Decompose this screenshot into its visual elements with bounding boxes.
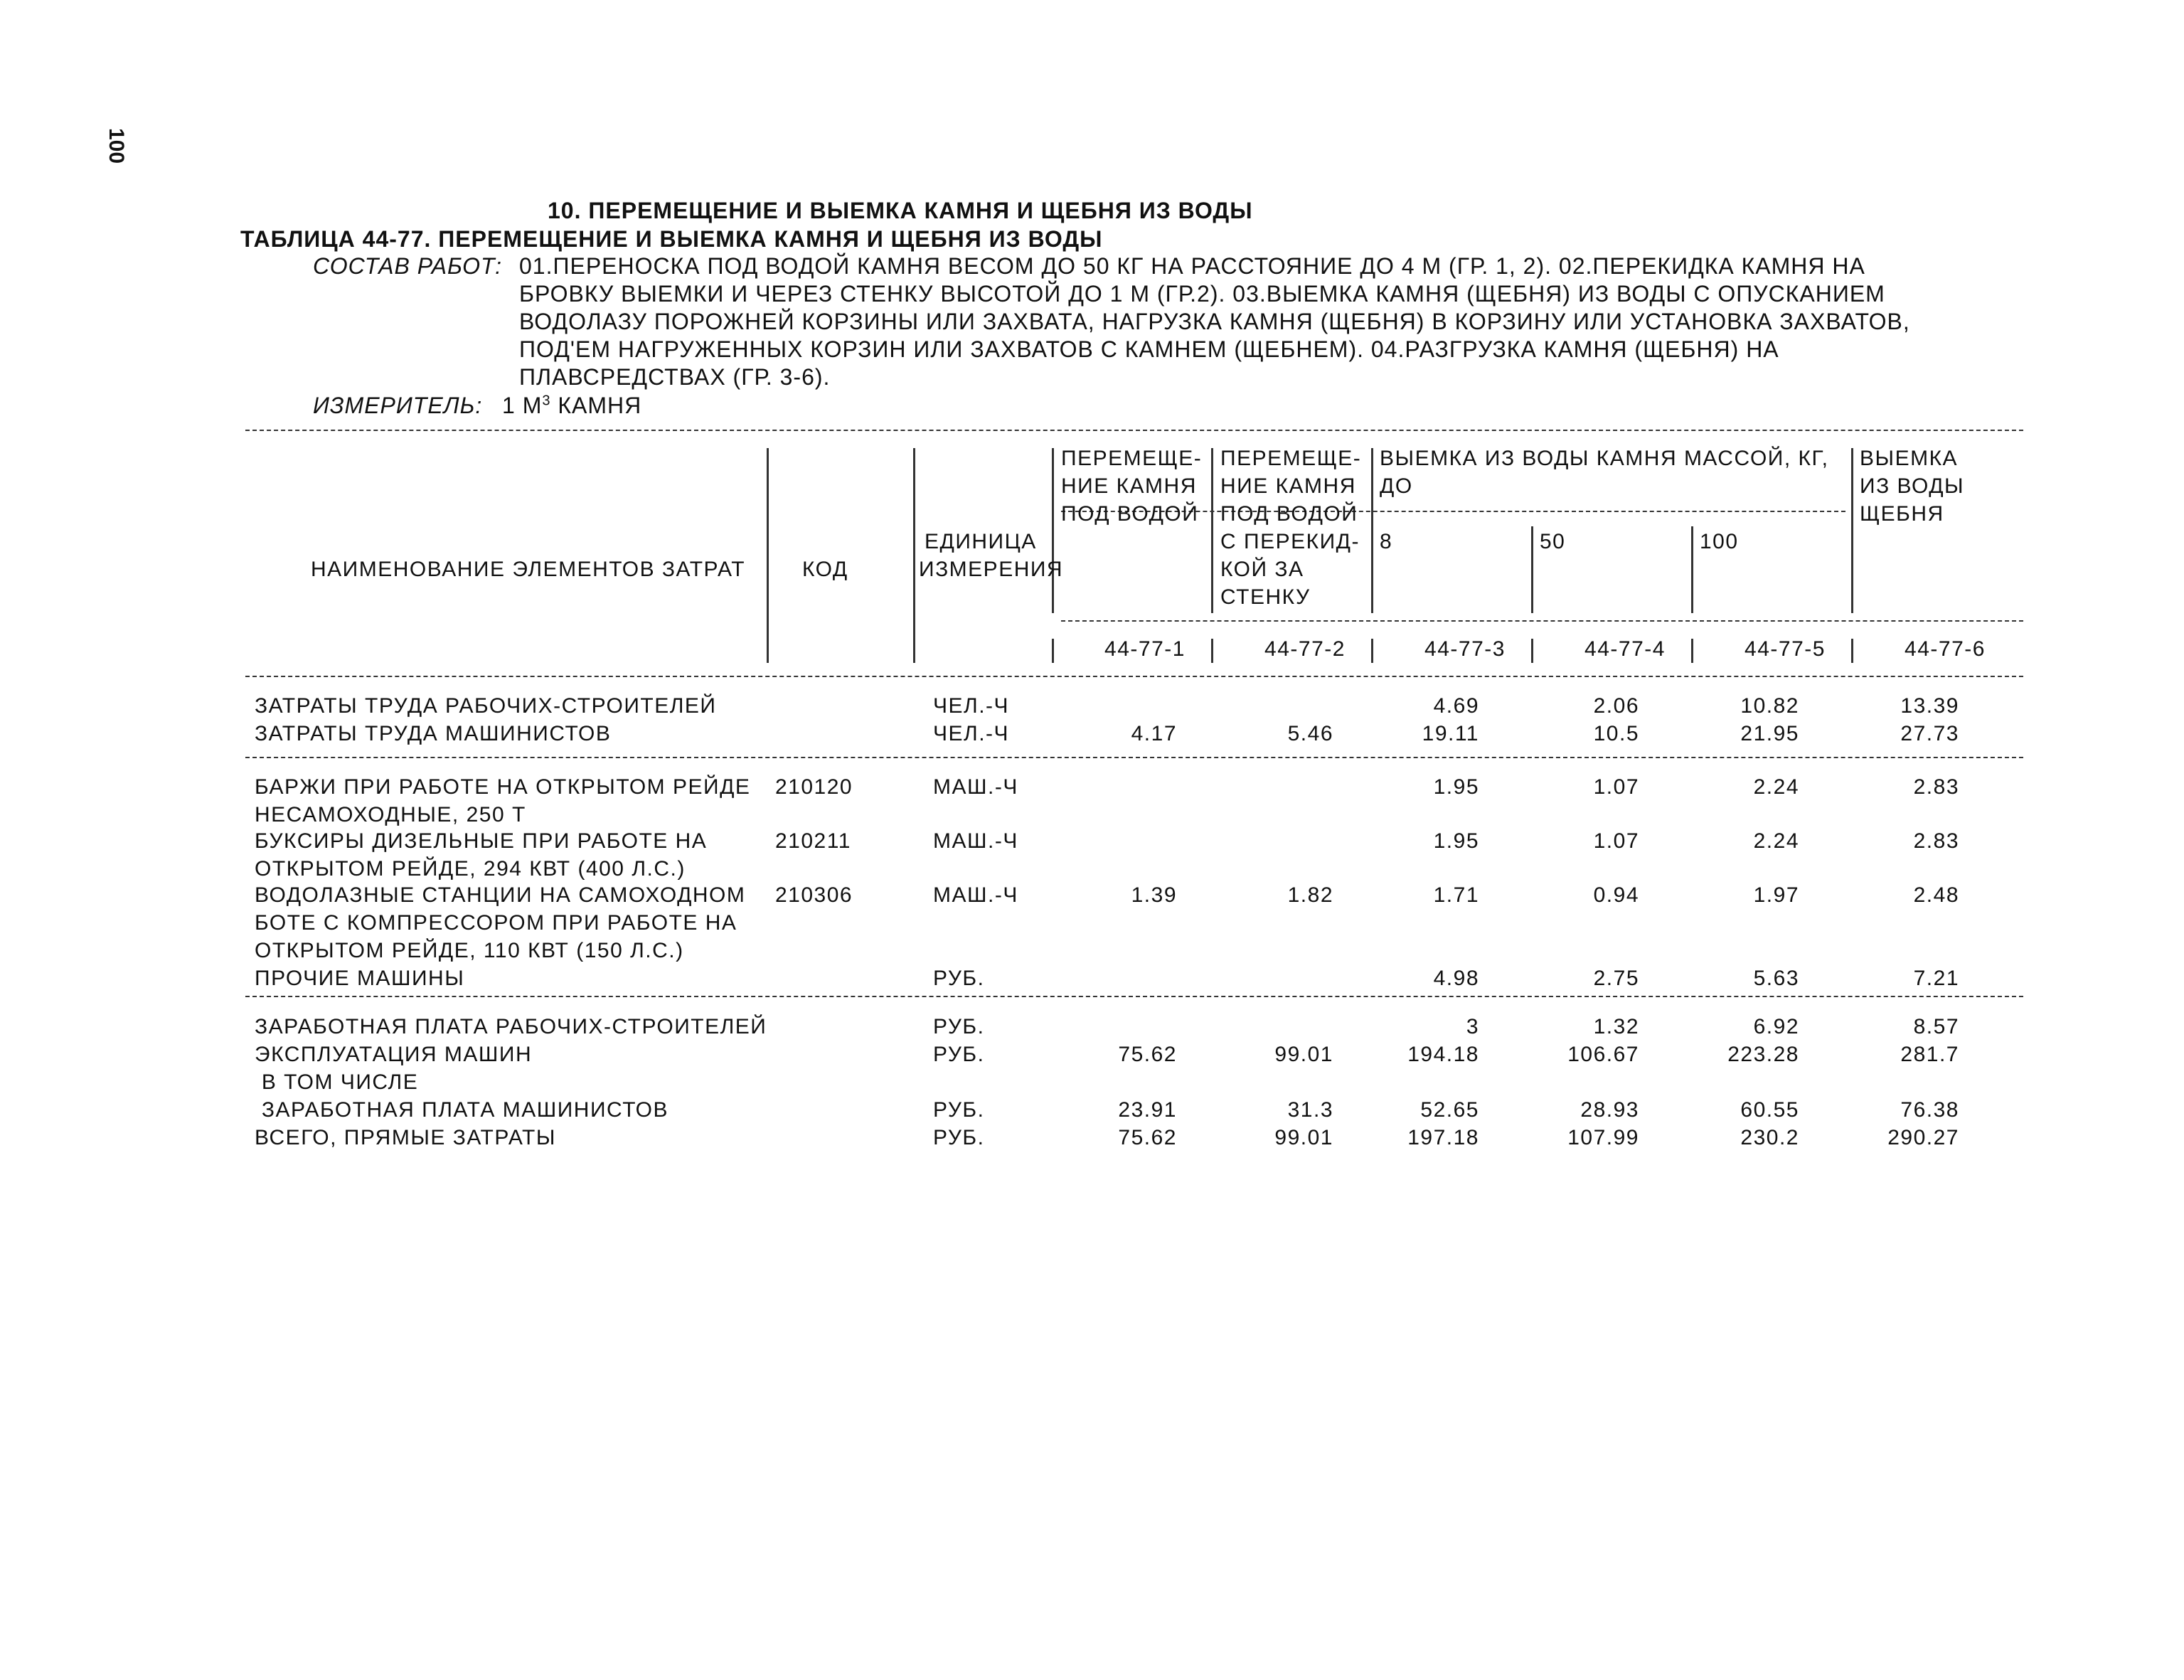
- row-value: 1.95: [1433, 829, 1479, 853]
- col-header-g2: НИЕ КАМНЯ: [1220, 474, 1356, 498]
- col-header-g2: ПОД ВОДОЙ: [1220, 502, 1358, 526]
- row-value: 2.83: [1913, 829, 1959, 853]
- row-name: БУКСИРЫ ДИЗЕЛЬНЫЕ ПРИ РАБОТЕ НА: [255, 829, 708, 853]
- row-value: 1.71: [1433, 883, 1479, 907]
- row-unit: РУБ.: [933, 967, 985, 990]
- col-subheader: 100: [1700, 530, 1739, 553]
- row-name: БАРЖИ ПРИ РАБОТЕ НА ОТКРЫТОМ РЕЙДЕ: [255, 775, 751, 799]
- row-value: 4.69: [1433, 694, 1479, 718]
- col-header-g2: ПЕРЕМЕЩЕ-: [1220, 447, 1362, 470]
- row-value: 107.99: [1567, 1126, 1639, 1149]
- col-code: 44-77-3: [1424, 637, 1506, 661]
- rule-top: [245, 430, 2023, 431]
- col-code: 44-77-6: [1905, 637, 1986, 661]
- rule-section: [245, 996, 2023, 997]
- row-value: 60.55: [1740, 1098, 1799, 1122]
- row-name: ПРОЧИЕ МАШИНЫ: [255, 967, 465, 990]
- col-divider: [1211, 639, 1213, 663]
- col-divider: [1691, 526, 1693, 613]
- col-header-g6: ЩЕБНЯ: [1860, 502, 1944, 526]
- col-divider: [1851, 639, 1853, 663]
- col-header-unit: ИЗМЕРЕНИЯ: [919, 558, 1064, 581]
- col-header-g1: НИЕ КАМНЯ: [1061, 474, 1197, 498]
- col-divider: [913, 448, 915, 663]
- row-value: 2.83: [1913, 775, 1959, 799]
- col-header-g6: ВЫЕМКА: [1860, 447, 1959, 470]
- col-code: 44-77-1: [1104, 637, 1186, 661]
- row-unit: РУБ.: [933, 1098, 985, 1122]
- row-value: 197.18: [1407, 1126, 1479, 1149]
- row-value: 13.39: [1900, 694, 1959, 718]
- rule-section: [245, 757, 2023, 758]
- col-header-g3: ВЫЕМКА ИЗ ВОДЫ КАМНЯ МАССОЙ, КГ,: [1380, 447, 1829, 470]
- col-header-g2: СТЕНКУ: [1220, 585, 1311, 609]
- row-unit: МАШ.-Ч: [933, 883, 1018, 907]
- col-divider: [1851, 448, 1853, 613]
- row-value: 2.06: [1593, 694, 1639, 718]
- col-code: 44-77-4: [1584, 637, 1666, 661]
- rule-codes: [1061, 620, 2023, 622]
- row-value: 4.98: [1433, 967, 1479, 990]
- col-subheader: 50: [1540, 530, 1566, 553]
- row-value: 31.3: [1287, 1098, 1333, 1122]
- col-header-name: НАИМЕНОВАНИЕ ЭЛЕМЕНТОВ ЗАТРАТ: [311, 558, 746, 581]
- row-value: 99.01: [1274, 1043, 1333, 1066]
- row-value: 52.65: [1420, 1098, 1479, 1122]
- row-value: 2.24: [1753, 775, 1799, 799]
- col-header-g6: ИЗ ВОДЫ: [1860, 474, 1965, 498]
- row-value: 3: [1466, 1015, 1479, 1038]
- col-code: 44-77-5: [1744, 637, 1826, 661]
- col-divider: [1052, 448, 1054, 613]
- row-name: НЕСАМОХОДНЫЕ, 250 Т: [255, 803, 526, 826]
- row-value: 28.93: [1580, 1098, 1639, 1122]
- row-value: 76.38: [1900, 1098, 1959, 1122]
- work-line: БРОВКУ ВЫЕМКИ И ЧЕРЕЗ СТЕНКУ ВЫСОТОЙ ДО 1 М (ГР.2). 03.ВЫЕМКА КАМНЯ (ЩЕБНЯ) ИЗ ВОДЫ С ОПУСКАНИЕМ: [519, 281, 1885, 307]
- col-header-g1: ПОД ВОДОЙ: [1061, 502, 1199, 526]
- col-subheader: 8: [1380, 530, 1393, 553]
- row-unit: РУБ.: [933, 1015, 985, 1038]
- row-code: 210211: [775, 829, 851, 853]
- table-title: ТАБЛИЦА 44-77. ПЕРЕМЕЩЕНИЕ И ВЫЕМКА КАМНЯ И ЩЕБНЯ ИЗ ВОДЫ: [240, 226, 1103, 252]
- row-value: 106.67: [1567, 1043, 1639, 1066]
- row-value: 0.94: [1593, 883, 1639, 907]
- row-value: 1.07: [1593, 829, 1639, 853]
- row-value: 1.07: [1593, 775, 1639, 799]
- row-unit: ЧЕЛ.-Ч: [933, 722, 1010, 745]
- row-value: 4.17: [1131, 722, 1177, 745]
- row-unit: РУБ.: [933, 1126, 985, 1149]
- row-value: 1.32: [1593, 1015, 1639, 1038]
- row-name: ЗАРАБОТНАЯ ПЛАТА МАШИНИСТОВ: [255, 1098, 669, 1122]
- row-name: ЭКСПЛУАТАЦИЯ МАШИН: [255, 1043, 533, 1066]
- row-value: 2.75: [1593, 967, 1639, 990]
- col-code: 44-77-2: [1264, 637, 1346, 661]
- col-divider: [1052, 639, 1054, 663]
- row-value: 230.2: [1740, 1126, 1799, 1149]
- row-name: ВОДОЛАЗНЫЕ СТАНЦИИ НА САМОХОДНОМ: [255, 883, 746, 907]
- row-name: ОТКРЫТОМ РЕЙДЕ, 294 КВТ (400 Л.С.): [255, 857, 686, 881]
- row-value: 2.24: [1753, 829, 1799, 853]
- row-value: 23.91: [1118, 1098, 1177, 1122]
- row-value: 223.28: [1727, 1043, 1799, 1066]
- row-value: 1.95: [1433, 775, 1479, 799]
- row-name: ВСЕГО, ПРЯМЫЕ ЗАТРАТЫ: [255, 1126, 556, 1149]
- col-divider: [1371, 448, 1373, 613]
- row-unit: ЧЕЛ.-Ч: [933, 694, 1010, 718]
- row-unit: МАШ.-Ч: [933, 829, 1018, 853]
- row-value: 5.46: [1287, 722, 1333, 745]
- row-value: 1.97: [1753, 883, 1799, 907]
- col-header-code: КОД: [802, 558, 848, 581]
- row-value: 27.73: [1900, 722, 1959, 745]
- row-name: БОТЕ С КОМПРЕССОРОМ ПРИ РАБОТЕ НА: [255, 911, 737, 935]
- col-header-unit: ЕДИНИЦА: [925, 530, 1037, 553]
- row-name: ОТКРЫТОМ РЕЙДЕ, 110 КВТ (150 Л.С.): [255, 939, 684, 962]
- col-divider: [1531, 639, 1533, 663]
- work-line: ПЛАВСРЕДСТВАХ (ГР. 3-6).: [519, 364, 831, 390]
- meter-value: 1 $М^3$ КАМНЯ: [502, 393, 642, 418]
- col-divider: [1371, 639, 1373, 663]
- row-value: 194.18: [1407, 1043, 1479, 1066]
- work-line: ПОД'ЕМ НАГРУЖЕННЫХ КОРЗИН ИЛИ ЗАХВАТОВ С КАМНЕМ (ЩЕБНЕМ). 04.РАЗГРУЗКА КАМНЯ (ЩЕБНЯ) НА: [519, 336, 1779, 362]
- row-name: ЗАТРАТЫ ТРУДА МАШИНИСТОВ: [255, 722, 612, 745]
- col-divider: [767, 448, 769, 663]
- row-value: 21.95: [1740, 722, 1799, 745]
- row-value: 290.27: [1887, 1126, 1959, 1149]
- row-value: 2.48: [1913, 883, 1959, 907]
- work-composition-label: СОСТАВ РАБОТ:: [313, 253, 503, 279]
- rule-header-bottom: [245, 676, 2023, 677]
- row-value: 6.92: [1753, 1015, 1799, 1038]
- row-name: ЗАТРАТЫ ТРУДА РАБОЧИХ-СТРОИТЕЛЕЙ: [255, 694, 717, 718]
- row-value: 10.82: [1740, 694, 1799, 718]
- col-header-g1: ПЕРЕМЕЩЕ-: [1061, 447, 1203, 470]
- col-header-g2: КОЙ ЗА: [1220, 558, 1304, 581]
- row-value: 75.62: [1118, 1126, 1177, 1149]
- section-title: 10. ПЕРЕМЕЩЕНИЕ И ВЫЕМКА КАМНЯ И ЩЕБНЯ ИЗ ВОДЫ: [548, 198, 1253, 223]
- work-line: ВОДОЛАЗУ ПОРОЖНЕЙ КОРЗИНЫ ИЛИ ЗАХВАТА, НАГРУЗКА КАМНЯ (ЩЕБНЯ) В КОРЗИНУ ИЛИ УСТАНОВКА ЗАХВАТОВ,: [519, 309, 1910, 334]
- col-divider: [1691, 639, 1693, 663]
- page-number: 100: [105, 128, 128, 164]
- row-value: 5.63: [1753, 967, 1799, 990]
- row-value: 1.39: [1131, 883, 1177, 907]
- row-code: 210306: [775, 883, 853, 907]
- row-value: 19.11: [1422, 722, 1479, 745]
- col-divider: [1531, 526, 1533, 613]
- row-name: В ТОМ ЧИСЛЕ: [255, 1070, 419, 1094]
- work-line: 01.ПЕРЕНОСКА ПОД ВОДОЙ КАМНЯ ВЕСОМ ДО 50 КГ НА РАССТОЯНИЕ ДО 4 М (ГР. 1, 2). 02.ПЕРЕКИДКА КАМНЯ НА: [519, 253, 1865, 279]
- row-value: 8.57: [1913, 1015, 1959, 1038]
- row-value: 7.21: [1913, 967, 1959, 990]
- row-value: 281.7: [1900, 1043, 1959, 1066]
- row-value: 10.5: [1593, 722, 1639, 745]
- row-unit: РУБ.: [933, 1043, 985, 1066]
- col-header-g2: С ПЕРЕКИД-: [1220, 530, 1360, 553]
- col-header-g3: ДО: [1380, 474, 1413, 498]
- meter-label: ИЗМЕРИТЕЛЬ:: [313, 393, 483, 418]
- row-code: 210120: [775, 775, 853, 799]
- row-value: 1.82: [1287, 883, 1333, 907]
- row-unit: МАШ.-Ч: [933, 775, 1018, 799]
- col-divider: [1211, 448, 1213, 613]
- row-name: ЗАРАБОТНАЯ ПЛАТА РАБОЧИХ-СТРОИТЕЛЕЙ: [255, 1015, 767, 1038]
- row-value: 99.01: [1274, 1126, 1333, 1149]
- row-value: 75.62: [1118, 1043, 1177, 1066]
